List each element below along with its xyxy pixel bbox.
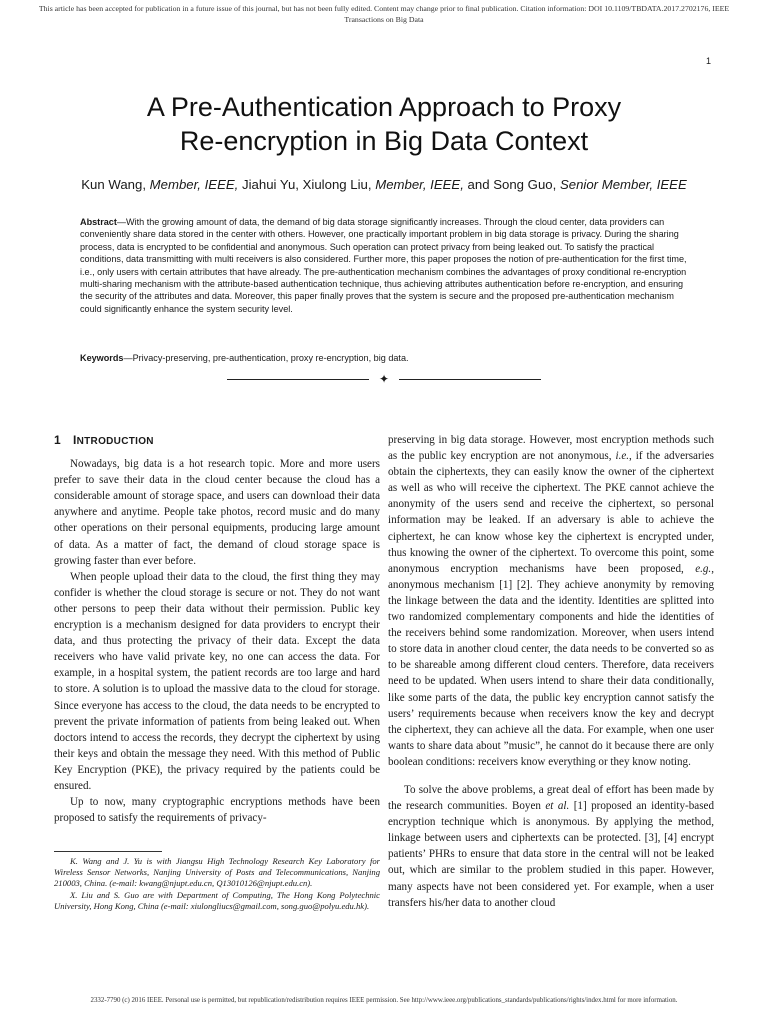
- publication-notice-banner: [20, 3, 748, 25]
- author-role: Member, IEEE,: [149, 177, 239, 192]
- text-run-italic: e.g.: [695, 562, 712, 575]
- text-run: To solve the above problems, a great deal of effort has been made by the research communities. Boyen: [388, 783, 714, 813]
- author-jiahui-yu-xiulong-liu: Jiahui Yu, Xiulong Liu,: [238, 177, 376, 192]
- footnote-item: K. Wang and J. Yu is with Jiangsu High Technology Research Key Laboratory for Wireless Sensor Networks, Nanjing University of Posts and Telecommunications, Nanjing 210003, China. (e-mail: kwang@njupt.edu.cn, Q13010126@njupt.edu.cn).: [54, 856, 380, 889]
- text-run: , if the adversaries obtain the ciphertexts, they can easily know the owner of the ciphertext as well as who will receive the ciphertext. The PKE cannot achieve the anonymity of the users send and receive the ciphertext, so personal information may be leaked. If an adversary is able to achieve the ciphertext, he can know whose key the ciphertext is encrypted under, thus knowing the owner of the ciphertext. To overcome this point, some anonymous encryption mechanisms have been proposed,: [388, 450, 714, 575]
- divider-line-left: [227, 379, 369, 380]
- banner-line-2: Transactions on Big Data: [344, 15, 424, 24]
- author-kun-wang: Kun Wang,: [81, 177, 150, 192]
- author-song-guo: and Song Guo,: [463, 177, 560, 192]
- banner-line-1: This article has been accepted for publication in a future issue of this journal, but has not been fully edited. Content may change prior to final publication. Citation information: DOI 10.1109/TBDATA.2017.2702176, IEEE: [38, 4, 730, 13]
- keywords-text: —Privacy-preserving, pre-authentication, proxy re-encryption, big data.: [123, 353, 409, 363]
- text-run-italic: et al.: [545, 800, 570, 813]
- paragraph: Up to now, many cryptographic encryptions methods have been proposed to satisfy the requirements of privacy-: [54, 796, 380, 825]
- section-title-initial: I: [72, 433, 77, 447]
- title-line-1: A Pre-Authentication Approach to Proxy: [146, 92, 622, 122]
- section-heading-introduction: [54, 432, 380, 450]
- section-title-rest: NTRODUCTION: [76, 436, 154, 447]
- left-column: [54, 432, 380, 826]
- section-number: 1: [54, 433, 61, 447]
- text-run: preserving in big data storage. However, most encryption methods such as the public key encryption are not anonymous,: [388, 434, 714, 463]
- divider-line-right: [399, 379, 541, 380]
- author-role: Member, IEEE,: [375, 177, 464, 192]
- copyright-footer: 2332-7790 (c) 2016 IEEE. Personal use is permitted, but republication/redistribution requires IEEE permission. See http://www.ieee.org/publications_standards/publications/rights/index.html for more information.: [90, 997, 678, 1004]
- paragraph: [388, 782, 714, 911]
- author-affiliations-footnote: [54, 856, 380, 912]
- right-column: [388, 432, 714, 911]
- footnote-item: X. Liu and S. Guo are with Department of Computing, The Hong Kong Polytechnic University, Hong Kong, China (e-mail: xiulongliucs@gmail.com, song.guo@polyu.edu.hk).: [54, 889, 380, 911]
- paragraph-gap: [388, 770, 714, 782]
- abstract-label: Abstract: [80, 217, 117, 227]
- page-number: 1: [706, 56, 712, 66]
- paragraph: Nowadays, big data is a hot research topic. More and more users prefer to save their data in the cloud center because the cloud has a considerable amount of storage space, and users can download their data anywhere and anytime. People take photos, record music and do many other operations on their personal equipments, producing large amount of data. As a matter of fact, the demand of cloud storage space is growing faster than ever before.: [54, 458, 380, 567]
- paragraph: [388, 432, 714, 770]
- text-run: , anonymous mechanism [1] [2]. They achieve anonymity by removing the linkage between the data and the identity. Identities are splitted into two randomized complementary components and hide the identities of the receivers behind some randomization. Moreover, when users intend to store data in another cloud center, the data needs to be converted so as to be shareable among different cloud centers. Therefore, data receivers need to be updated. When users intend to share their data conditionally, like some parts of the data, the public key encryption cannot satisfy the users’ requirements because when receivers know the key and decrypt the ciphertext, they can achieve all the data. For example, when one user wants to share data about ”music”, he cannot do it because there are only boolean conditions: receivers know everything or they know noting.: [388, 562, 714, 768]
- keywords-label: Keywords: [80, 353, 124, 363]
- paper-title: [40, 90, 728, 158]
- abstract-text: —With the growing amount of data, the demand of big data storage significantly increases. Through the cloud center, data providers can conveniently share data stored in the center with others. However, one practically important problem in big data storage is privacy. During the sharing process, data is encrypted to be confidential and anonymous. Such operation can protect privacy from being leaked out. To satisfy the practical conditions, data transmitting with multi receivers is also considered. Further more, this paper proposes the notion of pre-authentication for the first time, i.e., only users with certain attributes that have already. The pre-authentication mechanism combines the advantages of proxy conditional re-encryption multi-sharing mechanism with the attribute-based authentication technique, thus achieving attributes authentication before re-encryption, and ensuring the security of the attributes and data. Moreover, this paper finally proves that the system is secure and the proposed pre-authentication mechanism could significantly enhance the system security level.: [80, 217, 687, 314]
- author-list: [20, 176, 748, 194]
- text-run-italic: i.e.: [615, 450, 630, 463]
- diamond-star-icon: ✦: [378, 372, 390, 386]
- keywords: [80, 352, 692, 364]
- section-divider: [227, 372, 541, 386]
- abstract: [80, 216, 692, 315]
- title-line-2: Re-encryption in Big Data Context: [179, 126, 589, 156]
- text-run: [1] proposed an identity-based encryption technique which is anonymous. By applying the method, linkage between users and ciphertexts can be protected. [3], [4] encrypt patients’ PHRs to ensure that data store in the central will not be leaked out, which are similar to the problem studied in this paper. However, many aspects have not been considered yet. For example, when a user transfers his/her data to another cloud: [388, 800, 714, 909]
- footnote-rule: [54, 851, 162, 852]
- paragraph: When people upload their data to the cloud, the first thing they may confider is whether the cloud storage is secure or not. They do not want other persons to peep their data without their permission. Public key encryption is a mechanism designed for data providers to encrypt their data, and thus protecting the privacy of their data. Except the data receivers who have valid private key, no one can access the data. For example, in a hospital system, the patient records are too large and hard to store. A solution is to upload the massive data to the cloud for storage. Since everyone has access to the cloud, the data needs to be encrypted to prevent the private information of patients from being leaked out. When doctors intend to access the records, they decrypt the ciphertext by using their keys and obtain the message they need. With this method of Public Key Encryption (PKE), the privacy required by the patients could be ensured.: [54, 570, 380, 792]
- author-role: Senior Member, IEEE: [559, 177, 687, 192]
